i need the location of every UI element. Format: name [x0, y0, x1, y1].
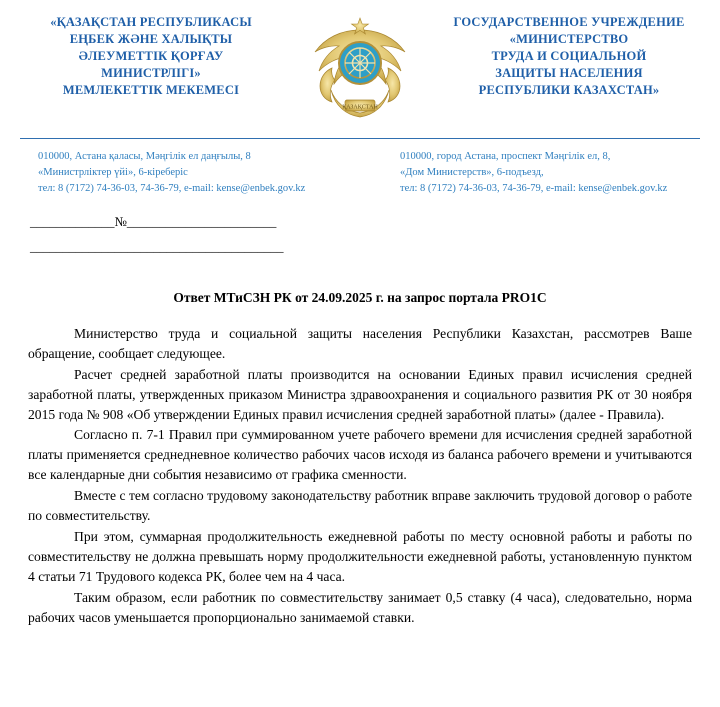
- reference-number-line: _____________№_______________________: [30, 214, 277, 230]
- contact-address-kazakh: [20, 149, 338, 196]
- contact-kazakh-line-3: тел: 8 (7172) 74-36-03, 74-36-79, e-mail: kense@enbek.gov.kz: [38, 182, 306, 194]
- reference-number-block: [0, 196, 720, 259]
- reference-reply-line: _______________________________________: [30, 238, 284, 254]
- contact-russian-line-2: «Дом Министерств», 6-подъезд,: [400, 166, 544, 178]
- paragraph: Вместе с тем согласно трудовому законодательству работник вправе заключить трудовой договор о работе по совместительству.: [28, 488, 692, 524]
- ministry-name-kazakh-line-1: «ҚАЗАҚСТАН РЕСПУБЛИКАСЫ: [50, 15, 252, 29]
- ministry-name-kazakh-line-5: МЕМЛЕКЕТТІК МЕКЕМЕСІ: [62, 82, 240, 97]
- svg-text:ҚАЗАҚСТАН: ҚАЗАҚСТАН: [342, 104, 378, 111]
- ministry-name-russian-line-4: ЗАЩИТЫ НАСЕЛЕНИЯ: [495, 65, 643, 80]
- contact-russian-line-3: тел: 8 (7172) 74-36-03, 74-36-79, e-mail: kense@enbek.gov.kz: [400, 182, 668, 194]
- ministry-name-kazakh-line-4: МИНИСТРЛІГІ»: [101, 65, 201, 80]
- paragraph: При этом, суммарная продолжительность ежедневной работы по месту основной работы и работы по совместительству не должна превышать норму продолжительности ежедневной работы, установленную пунктом 4 статьи 71 Трудового кодекса РК, более чем на 4 часа.: [28, 529, 692, 585]
- paragraph: Расчет средней заработной платы производится на основании Единых правил исчисления средней заработной платы, утвержденных приказом Министра здравоохранения и социального развития РК от 30 ноября 2015 года № 908 «Об утверждении Единых правил исчисления средней заработной платы» (далее - Правила).: [28, 366, 692, 422]
- ministry-name-russian-line-5: РЕСПУБЛИКИ КАЗАХСТАН»: [478, 82, 660, 97]
- ministry-name-kazakh-line-3: ӘЛЕУМЕТТІК ҚОРҒАУ: [78, 48, 224, 63]
- ministry-name-russian-line-3: ТРУДА И СОЦИАЛЬНОЙ: [491, 48, 647, 63]
- contact-russian-line-1: 010000, город Астана, проспект Мәңгілік ел, 8,: [400, 151, 611, 162]
- ministry-name-kazakh-line-2: ЕҢБЕК ЖӘНЕ ХАЛЫҚТЫ: [69, 31, 233, 46]
- contact-kazakh-line-2: «Министрліктер үйі», 6-кіреберіс: [38, 166, 188, 178]
- ministry-name-russian-line-1: ГОСУДАРСТВЕННОЕ УЧРЕЖДЕНИЕ: [453, 15, 685, 29]
- document-title: Ответ МТиСЗН РК от 24.09.2025 г. на запрос портала PRO1C: [173, 289, 547, 305]
- document-body: [0, 324, 720, 629]
- letterhead: [0, 0, 720, 124]
- coat-of-arms-icon: [300, 14, 420, 124]
- contact-block: [0, 139, 720, 196]
- paragraph: Согласно п. 7-1 Правил при суммированном учете рабочего времени для исчисления средней заработной платы применяется среднедневное количество рабочих часов исходя из баланса рабочего времени и учитываются все календарные дни события независимо от графика сменности.: [28, 427, 692, 483]
- ministry-name-russian-line-2: «МИНИСТЕРСТВО: [509, 31, 629, 46]
- paragraph: Таким образом, если работник по совместительству занимает 0,5 ставку (4 часа), следовательно, норма рабочих часов уменьшается пропорционально занимаемой ставки.: [28, 590, 692, 626]
- ministry-name-russian: [436, 14, 702, 98]
- contact-address-russian: [400, 149, 700, 196]
- paragraph: Министерство труда и социальной защиты населения Республики Казахстан, рассмотрев Ваше обращение, сообщает следующее.: [28, 325, 692, 361]
- ministry-name-kazakh: [18, 14, 284, 98]
- contact-kazakh-line-1: 010000, Астана қаласы, Мәңгілік ел даңғылы, 8: [38, 151, 251, 162]
